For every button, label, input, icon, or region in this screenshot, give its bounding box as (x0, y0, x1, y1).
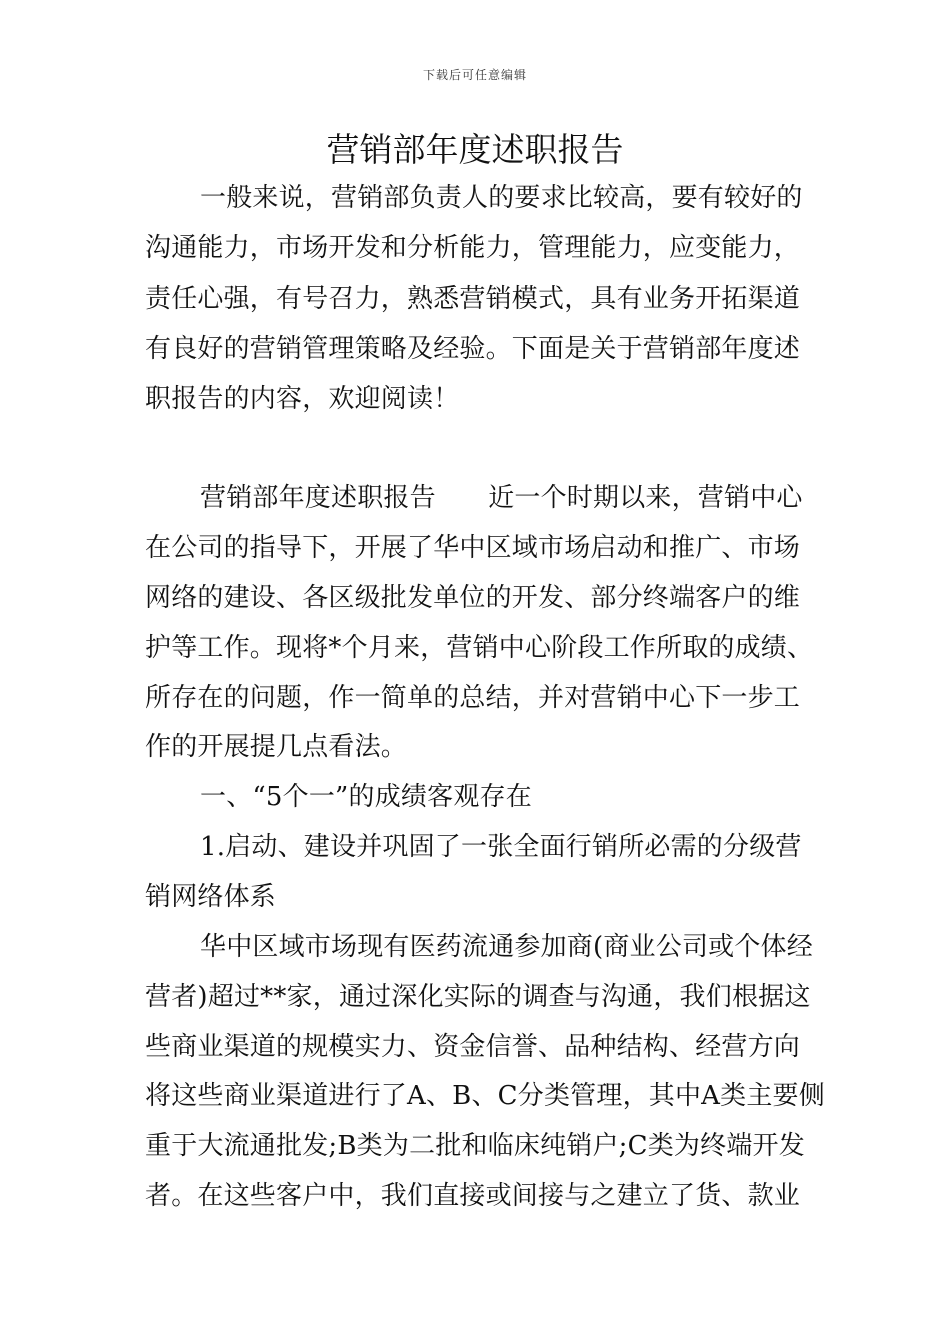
paragraph-line: 营销部年度述职报告 近一个时期以来，营销中心 (200, 483, 803, 513)
subsection-heading: 销网络体系 (145, 882, 277, 912)
paragraph-line: 网络的建设、各区级批发单位的开发、部分终端客户的维 (145, 583, 801, 613)
paragraph-line: 者。在这些客户中，我们直接或间接与之建立了货、款业 (145, 1181, 801, 1211)
paragraph-line: 将这些商业渠道进行了A、B、C分类管理，其中A类主要侧 (145, 1081, 825, 1111)
paragraph-line: 营者)超过**家，通过深化实际的调查与沟通，我们根据这 (145, 982, 811, 1012)
paragraph-line: 职报告的内容，欢迎阅读！ (145, 384, 460, 414)
header-note: 下载后可任意编辑 (422, 68, 527, 82)
document-title: 营销部年度述职报告 (326, 130, 624, 169)
paragraph-line: 作的开展提几点看法。 (145, 732, 408, 762)
paragraph-line: 沟通能力，市场开发和分析能力，管理能力，应变能力， (145, 233, 801, 263)
paragraph-line: 责任心强，有号召力，熟悉营销模式，具有业务开拓渠道 (145, 284, 801, 314)
paragraph-line: 些商业渠道的规模实力、资金信誉、品种结构、经营方向 (145, 1032, 801, 1062)
paragraph-line: 一般来说，营销部负责人的要求比较高，要有较好的 (200, 183, 803, 213)
paragraph-line: 华中区域市场现有医药流通参加商(商业公司或个体经 (200, 932, 813, 962)
paragraph-line: 所存在的问题，作一简单的总结，并对营销中心下一步工 (145, 683, 801, 713)
paragraph-line: 在公司的指导下，开展了华中区域市场启动和推广、市场 (145, 533, 801, 563)
paragraph-line: 有良好的营销管理策略及经验。下面是关于营销部年度述 (145, 334, 801, 364)
paragraph-line: 护等工作。现将*个月来，营销中心阶段工作所取的成绩、 (145, 633, 814, 663)
subsection-heading: 1.启动、建设并巩固了一张全面行销所必需的分级营 (200, 832, 802, 862)
section-heading: 一、“5个一”的成绩客观存在 (200, 782, 532, 812)
paragraph-line: 重于大流通批发;B类为二批和临床纯销户;C类为终端开发 (145, 1131, 805, 1161)
